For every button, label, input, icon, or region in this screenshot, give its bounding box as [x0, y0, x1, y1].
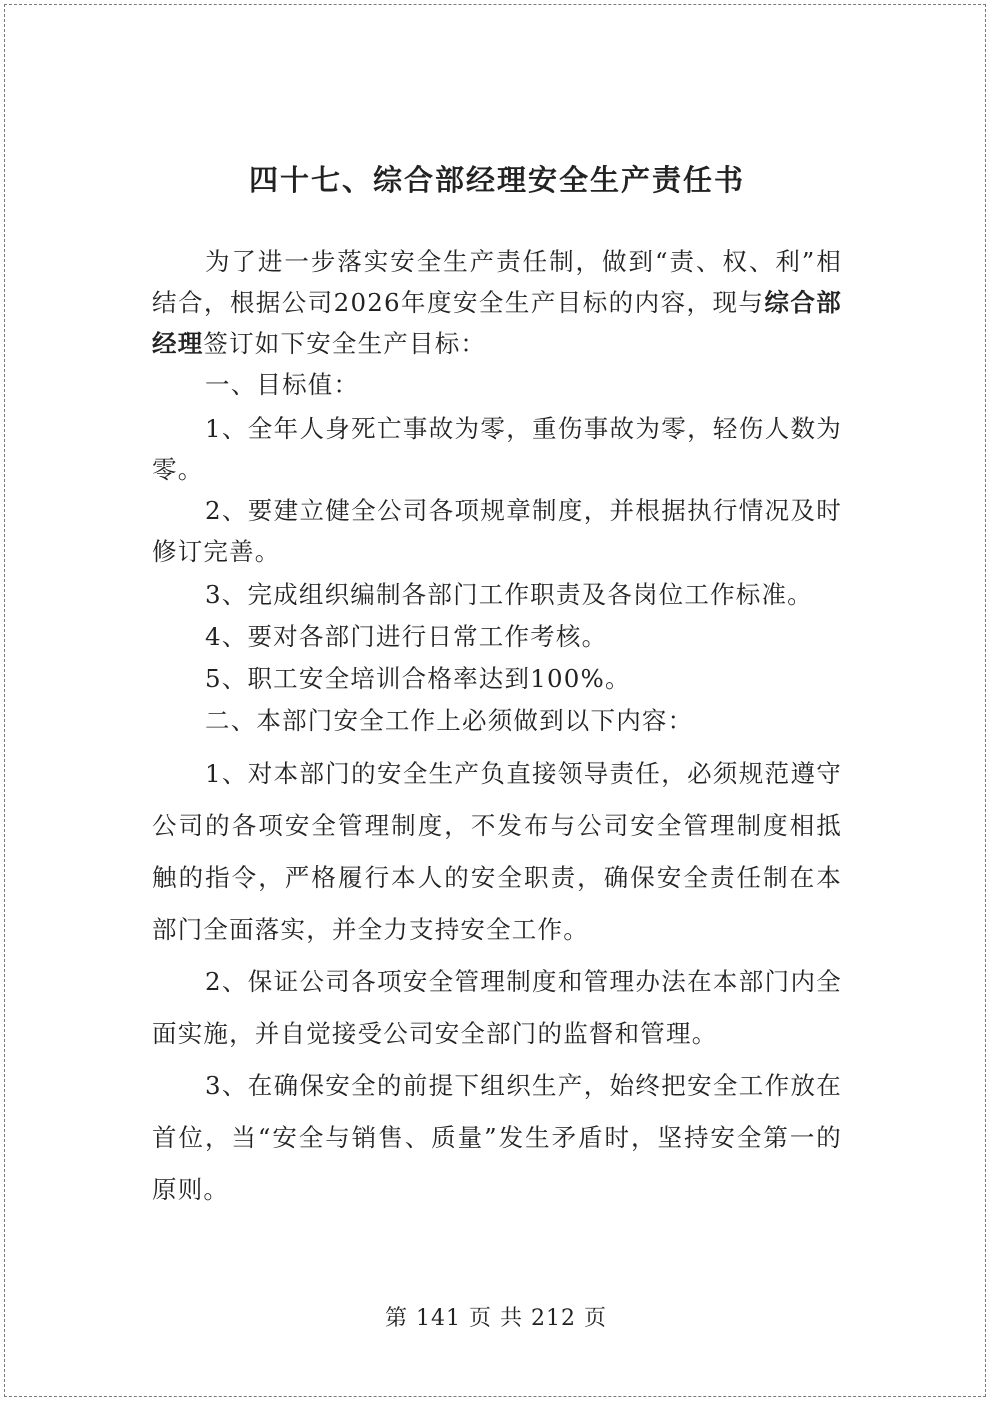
section1-item-1: 1、全年人身死亡事故为零，重伤事故为零，轻伤人数为零。: [152, 414, 842, 484]
document-title: 四十七、综合部经理安全生产责任书: [248, 163, 745, 197]
intro-emphasis: 综合部经理: [152, 288, 842, 358]
footer-page-number: 141: [416, 1306, 461, 1331]
footer-total-pages: 212: [531, 1306, 576, 1331]
intro-paragraph: [152, 241, 842, 364]
intro-text: 为了进一步落实安全生产责任制，做到“责、权、利”相结合，根据公司2026年度安全生产目标的内容，现与: [152, 247, 842, 317]
footer-prefix: 第: [384, 1306, 408, 1331]
section1-item-2: 2、要建立健全公司各项规章制度，并根据执行情况及时修订完善。: [152, 496, 842, 566]
intro-text-end: 签订如下安全生产目标：: [203, 329, 487, 358]
section2-item-3: 3、在确保安全的前提下组织生产，始终把安全工作放在首位，当“安全与销售、质量”发生矛盾时，坚持安全第一的原则。: [152, 1071, 842, 1204]
section2-item-1: 1、对本部门的安全生产负直接领导责任，必须规范遵守公司的各项安全管理制度，不发布与公司安全管理制度相抵触的指令，严格履行本人的安全职责，确保安全责任制在本部门全面落实，并全力支持安全工作。: [152, 759, 842, 944]
footer-suffix: 页: [584, 1306, 608, 1331]
section2-heading: 二、本部门安全工作上必须做到以下内容：: [205, 706, 694, 735]
section1-item-3: 3、完成组织编制各部门工作职责及各岗位工作标准。: [205, 580, 813, 609]
page-number-footer: [0, 1302, 992, 1336]
footer-middle: 页 共: [469, 1306, 523, 1331]
section1-item-4: 4、要对各部门进行日常工作考核。: [205, 622, 608, 651]
section1-heading: 一、目标值：: [205, 370, 360, 399]
section1-item-5: 5、职工安全培训合格率达到100%。: [205, 664, 631, 693]
section2-item-2: 2、保证公司各项安全管理制度和管理办法在本部门内全面实施，并自觉接受公司安全部门的监督和管理。: [152, 967, 842, 1048]
